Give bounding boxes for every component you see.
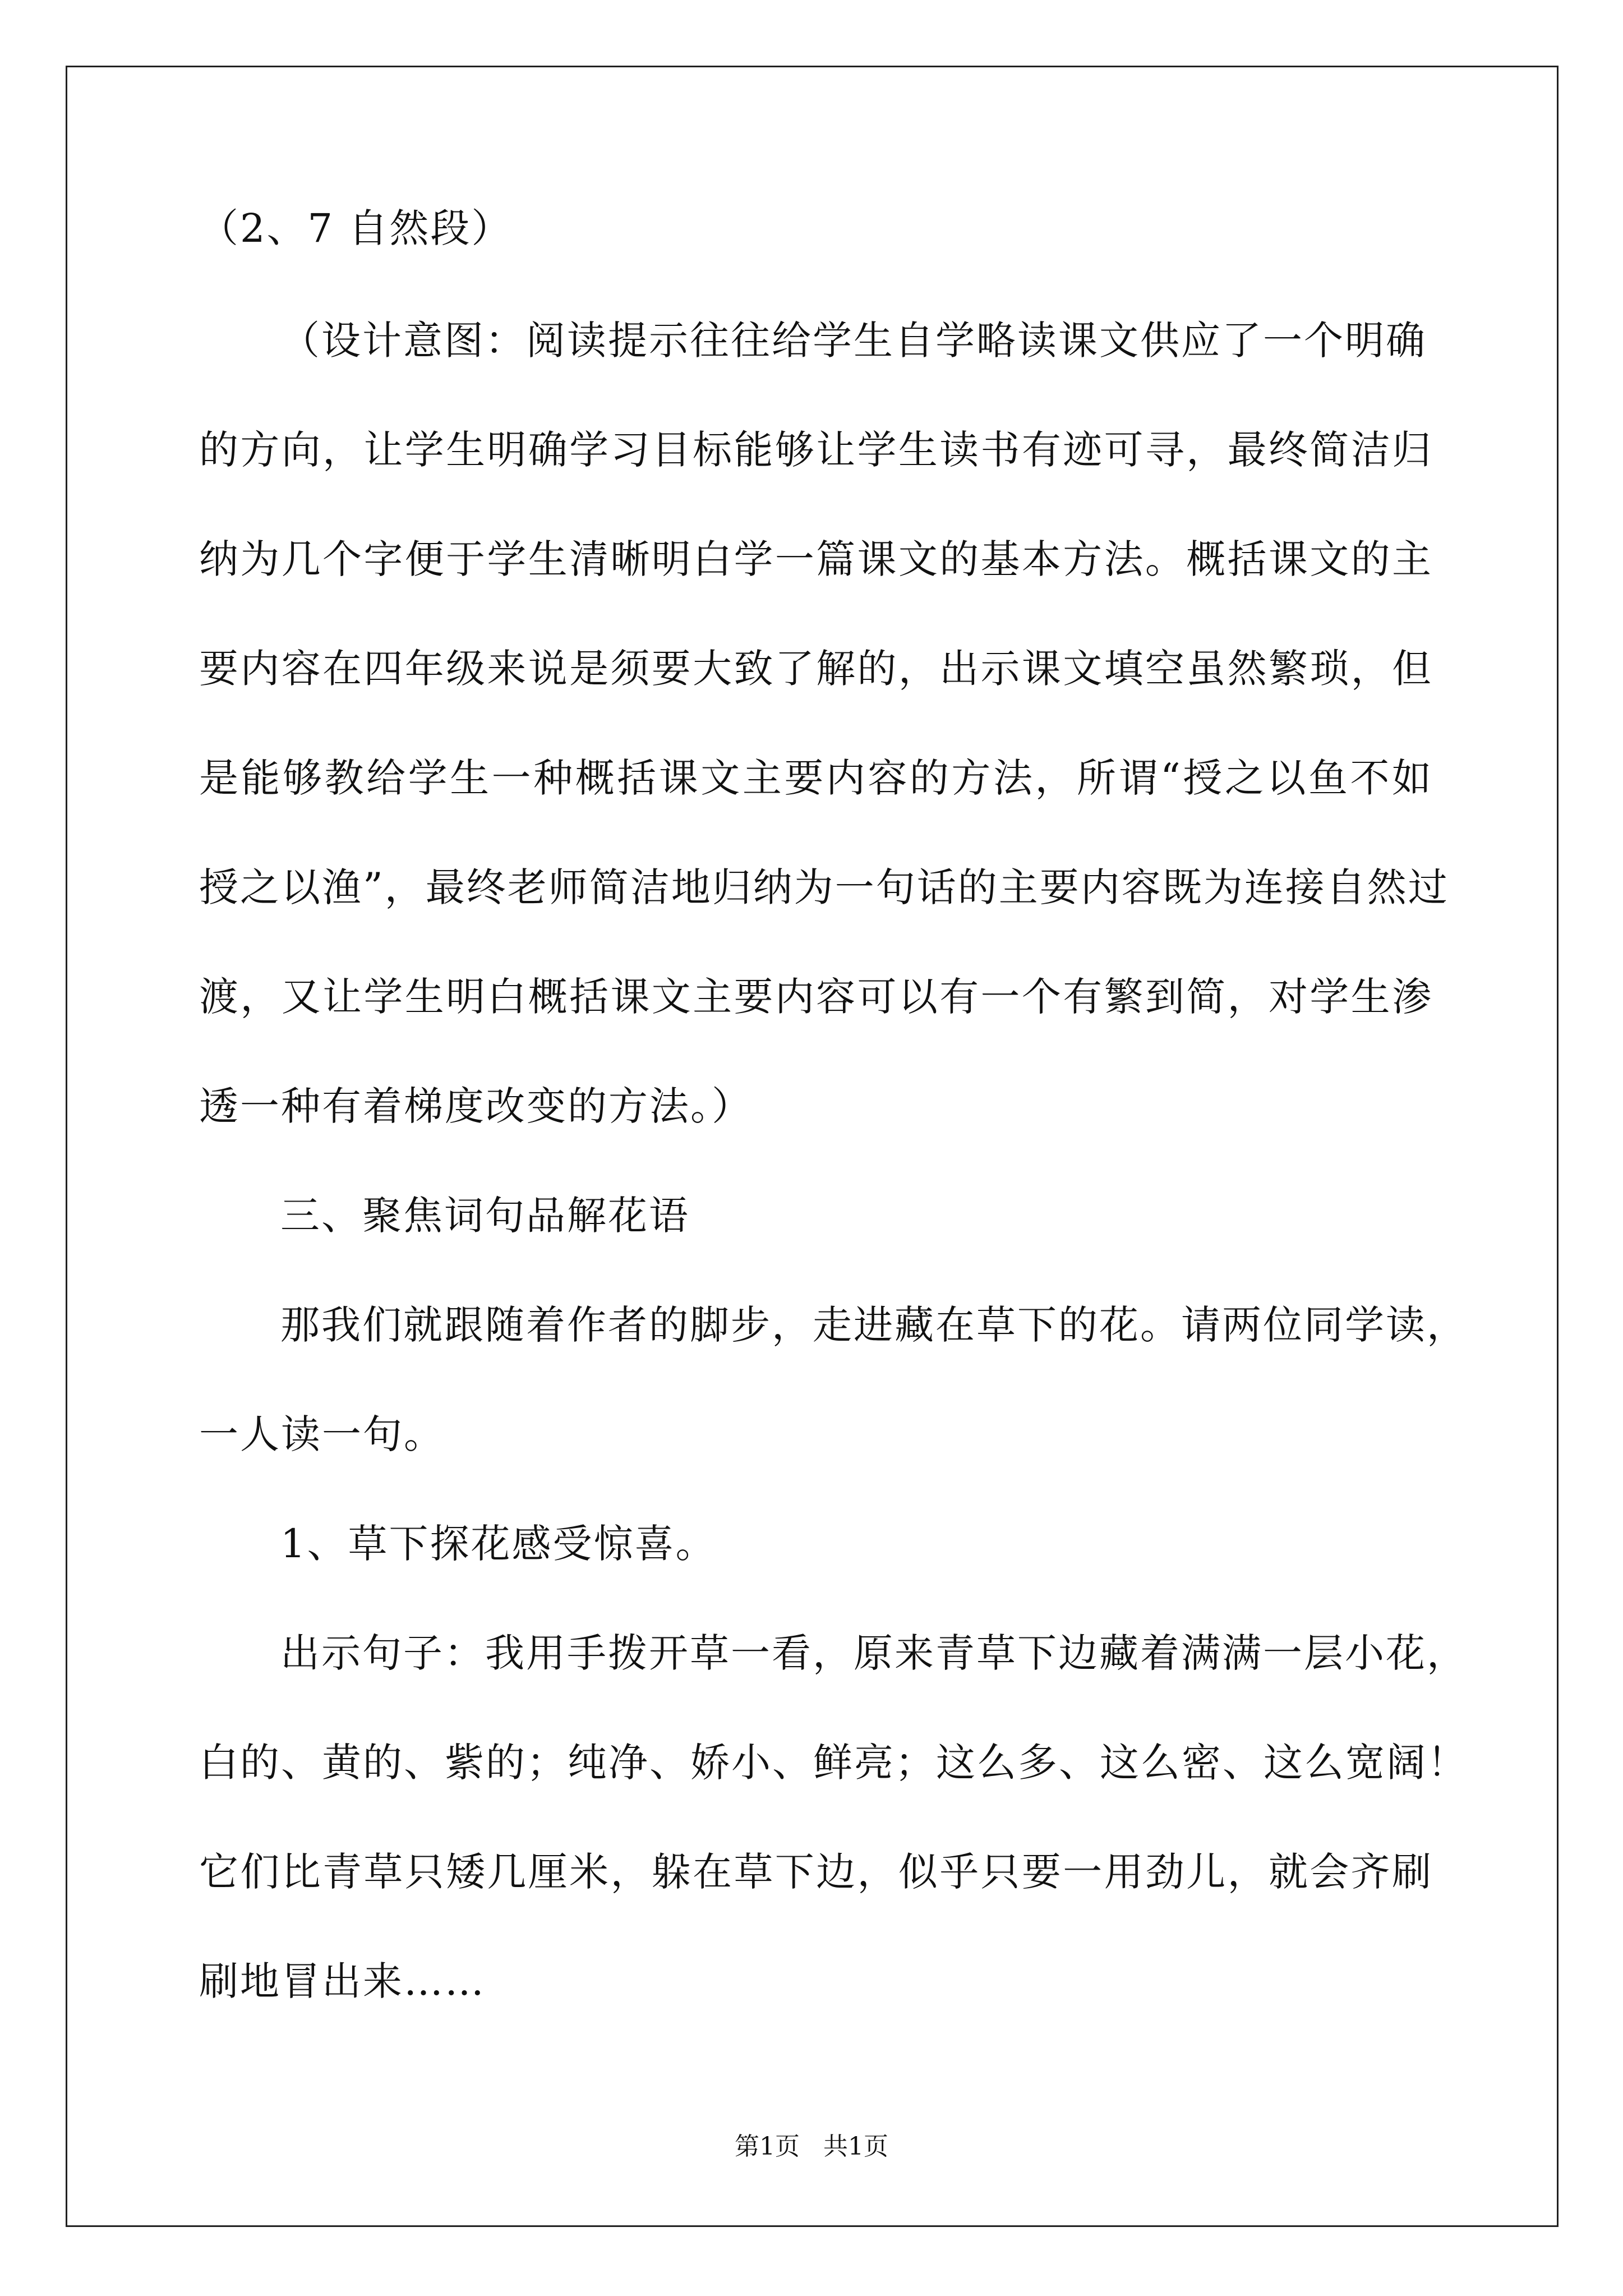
page-footer: 第1页 共1页: [735, 2132, 888, 2161]
text-line-read-2: 一人读一句。: [199, 1411, 445, 1457]
text-line-design-intent-3: 纳为几个字便于学生清晰明白学一篇课文的基本方法。概括课文的主: [199, 536, 1433, 582]
text-line-quote-2: 白的、黄的、紫的；纯净、娇小、鲜亮；这么多、这么密、这么宽阔！: [199, 1740, 1468, 1786]
text-line-quote-3: 它们比青草只矮几厘米，躲在草下边，似乎只要一用劲儿，就会齐刷: [199, 1849, 1433, 1895]
text-line-read-1: 那我们就跟随着作者的脚步，走进藏在草下的花。请两位同学读，: [280, 1302, 1468, 1348]
text-line-design-intent-2: 的方向，让学生明确学习目标能够让学生读书有迹可寻，最终简洁归: [199, 427, 1433, 473]
text-line-quote-1: 出示句子：我用手拨开草一看，原来青草下边藏着满满一层小花，: [280, 1630, 1468, 1676]
text-line-design-intent-5: 是能够教给学生一种概括课文主要内容的方法，所谓“授之以鱼不如: [199, 755, 1433, 801]
text-line-design-intent-6: 授之以渔”，最终老师简洁地归纳为一句话的主要内容既为连接自然过: [199, 864, 1449, 910]
text-line-design-intent-4: 要内容在四年级来说是须要大致了解的，出示课文填空虽然繁琐，但: [199, 646, 1433, 692]
subsection-heading: 1、草下探花感受惊喜。: [280, 1521, 717, 1567]
text-line-design-intent-1: （设计意图：阅读提示往往给学生自学略读课文供应了一个明确: [280, 318, 1427, 364]
text-line-design-intent-8: 透一种有着梯度改变的方法。）: [199, 1083, 753, 1129]
page-border: [66, 66, 1559, 2227]
text-line-quote-4: 刷地冒出来……: [199, 1958, 486, 2004]
text-line-paragraph-ref: （2、7 自然段）: [199, 205, 513, 251]
text-line-design-intent-7: 渡，又让学生明白概括课文主要内容可以有一个有繁到简，对学生渗: [199, 974, 1433, 1020]
section-heading: 三、聚焦词句品解花语: [280, 1193, 690, 1239]
